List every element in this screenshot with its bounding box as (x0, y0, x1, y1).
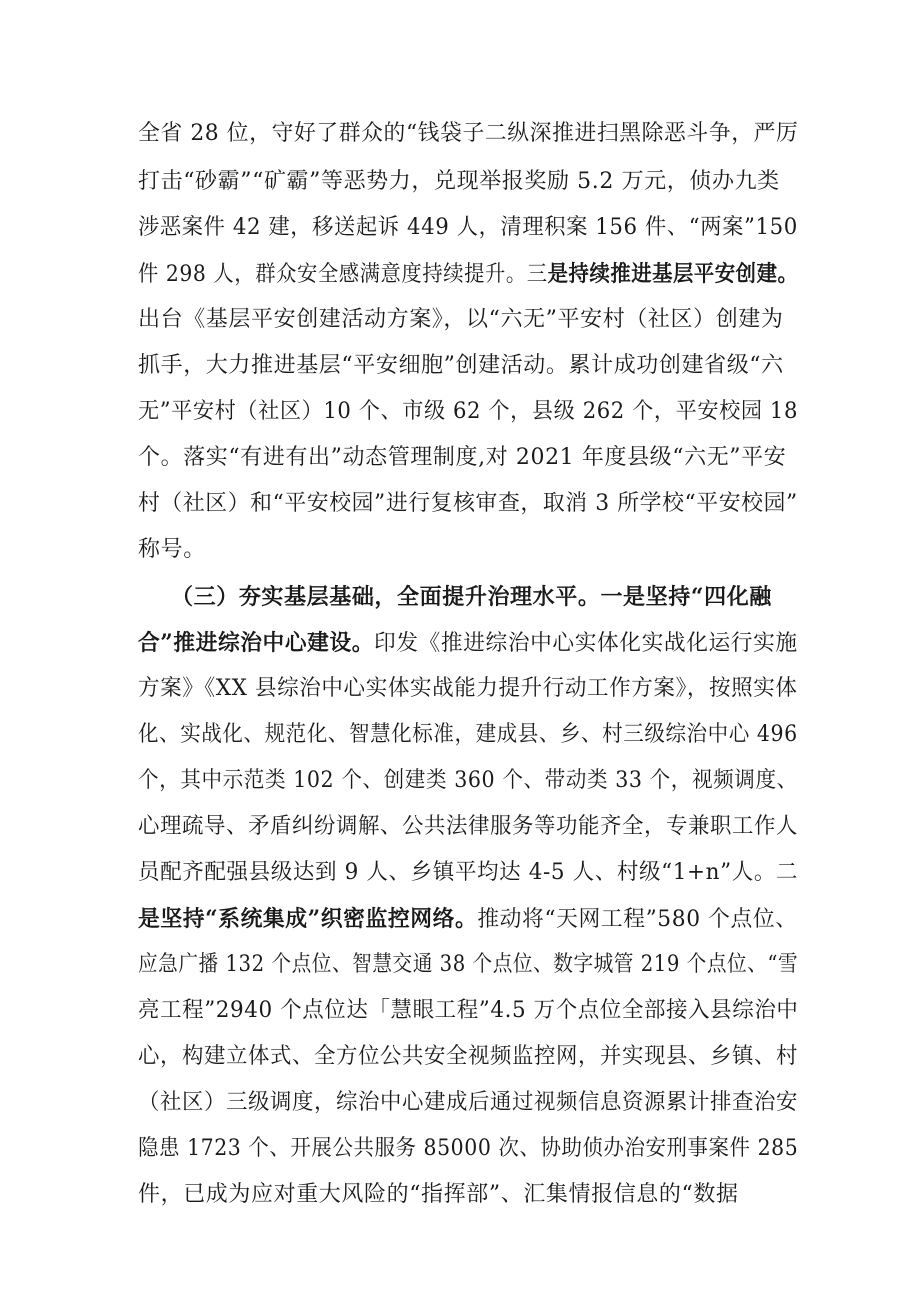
text-segment: 抓手，大力推进基层“平安细胞”创建活动。累计成功创建省级“六 (138, 353, 784, 378)
text-segment: 村（社区）和“平安校园”进行复核审查，取消 3 所学校“平安校园” (138, 491, 798, 516)
text-segment: 员配齐配强县级达到 9 人、乡镇平均达 4-5 人、村级“1+n”人。二 (138, 860, 799, 885)
text-line (138, 812, 799, 842)
text-line (138, 489, 798, 519)
text-line (138, 674, 798, 704)
text-segment: 推动将“天网工程”580 个点位、 (477, 907, 798, 932)
text-segment: 隐患 1723 个、开展公共服务 85000 次、协助侦办治安刑事案件 285 (138, 1136, 799, 1161)
text-line (138, 443, 798, 473)
text-line (138, 1088, 799, 1118)
text-line (138, 1180, 798, 1210)
text-segment: 件，已成为应对重大风险的“指挥部”、汇集情报信息的“数据 (138, 1182, 739, 1207)
text-segment: （社区）三级调度，综治中心建成后通过视频信息资源累计排查治安 (138, 1090, 799, 1115)
text-line (138, 766, 798, 796)
text-segment: 称号。 (138, 537, 206, 562)
text-line (138, 397, 798, 427)
text-line (138, 582, 798, 612)
text-segment: 方案》《XX 县综治中心实体实战能力提升行动工作方案》，按照实体 (138, 676, 798, 701)
text-segment: 个，其中示范类 102 个、创建类 360 个、带动类 33 个，视频调度、 (138, 768, 798, 793)
bold-text-segment: 是持续推进基层平安创建。 (547, 261, 799, 287)
bold-text-segment: 合”推进综治中心建设。 (138, 630, 375, 656)
text-line (138, 904, 798, 934)
text-segment: 应急广播 132 个点位、智慧交通 38 个点位、数字城管 219 个点位、“雪 (138, 952, 799, 977)
text-segment: 打击“砂霸”“矿霸”等恶势力，兑现举报奖励 5.2 万元，侦办九类 (138, 169, 780, 194)
text-line (138, 628, 798, 658)
text-line (138, 259, 799, 289)
text-segment: 化、实战化、规范化、智慧化标准，建成县、乡、村三级综治中心 496 (138, 722, 798, 747)
text-line (138, 305, 798, 335)
text-line (138, 1134, 799, 1164)
text-segment: 无”平安村（社区）10 个、市级 62 个，县级 262 个，平安校园 18 (138, 399, 798, 424)
text-line (138, 167, 798, 197)
text-segment: 个。落实“有进有出”动态管理制度,对 2021 年度县级“六无”平安 (138, 445, 787, 470)
text-line (138, 950, 799, 980)
text-segment: 件 298 人，群众安全感满意度持续提升。三 (138, 262, 548, 287)
text-line (138, 351, 798, 381)
text-segment: 亮工程”2940 个点位达「慧眼工程”4.5 万个点位全部接入县综治中 (138, 998, 799, 1023)
text-line (138, 858, 799, 888)
text-segment: 心理疏导、矛盾纠纷调解、公共法律服务等功能齐全，专兼职工作人 (138, 814, 799, 839)
text-line (138, 535, 798, 565)
text-line (138, 213, 798, 243)
text-line (138, 1042, 799, 1072)
bold-text-segment: 是坚持“系统集成”织密监控网络。 (138, 906, 478, 932)
text-segment: 印发《推进综治中心实体化实战化运行实施 (374, 631, 798, 656)
text-line (138, 119, 799, 149)
text-line (138, 996, 799, 1026)
bold-text-segment: （三）夯实基层基础，全面提升治理水平。一是坚持“四化融 (138, 584, 772, 610)
text-segment: 心，构建立体式、全方位公共安全视频监控网，并实现县、乡镇、村 (138, 1044, 799, 1069)
text-line (138, 720, 798, 750)
text-segment: 全省 28 位，守好了群众的“钱袋子二纵深推进扫黑除恶斗争，严厉 (138, 121, 799, 146)
text-segment: 出台《基层平安创建活动方案》，以“六无”平安村（社区）创建为 (138, 307, 784, 332)
text-segment: 涉恶案件 42 建，移送起诉 449 人，清理积案 156 件、“两案”150 (138, 215, 798, 240)
